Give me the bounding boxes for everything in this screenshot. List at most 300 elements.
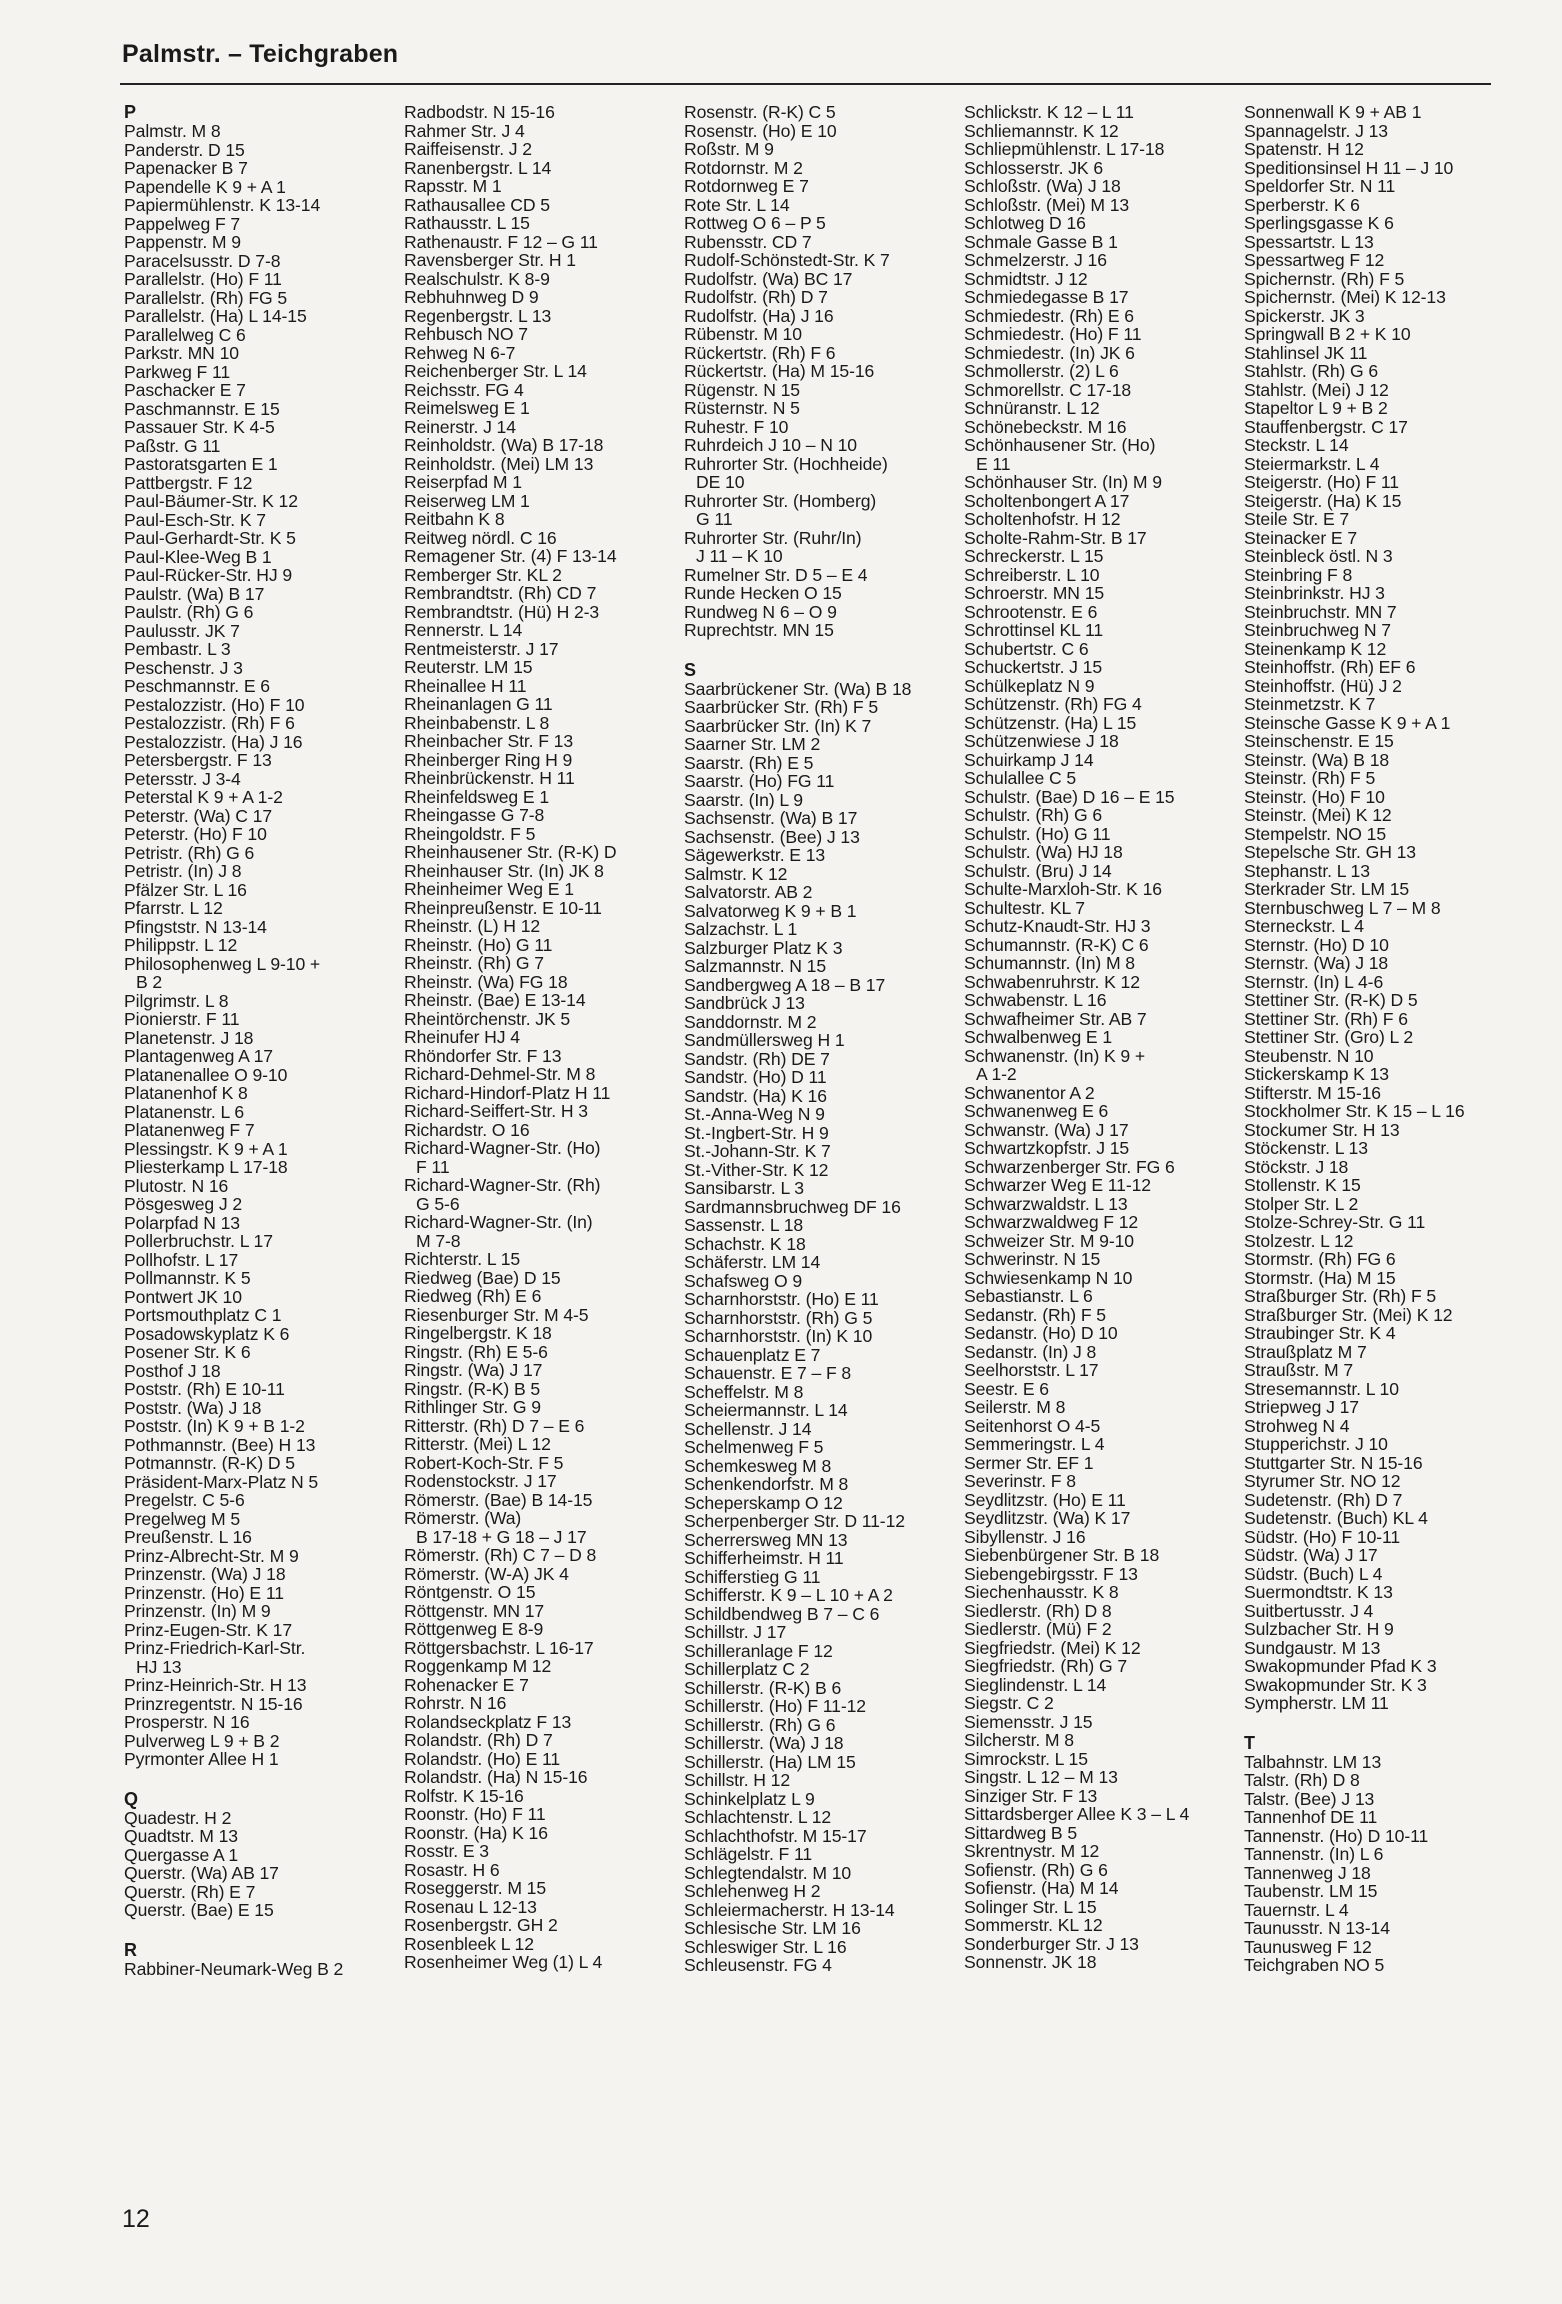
index-entry: Prinzenstr. (Wa) J 18 bbox=[124, 1564, 286, 1584]
index-entry: Sinziger Str. F 13 bbox=[964, 1785, 1098, 1806]
index-entry: Schauenplatz E 7 bbox=[684, 1344, 821, 1365]
index-entry: Robert-Koch-Str. F 5 bbox=[404, 1452, 564, 1473]
index-entry: Stahlstr. (Rh) G 6 bbox=[1244, 361, 1379, 381]
index-entry: Rodenstockstr. J 17 bbox=[404, 1471, 557, 1491]
index-entry: Schwabenruhrstr. K 12 bbox=[964, 971, 1140, 992]
index-entry: Pregelstr. C 5-6 bbox=[124, 1490, 245, 1510]
index-entry: Ruhrorter Str. (Ruhr/In) bbox=[684, 527, 862, 548]
index-entry: Schubertstr. C 6 bbox=[964, 638, 1089, 659]
index-entry: Steckstr. L 14 bbox=[1244, 435, 1349, 455]
index-entry: Raiffeisenstr. J 2 bbox=[404, 139, 532, 159]
index-entry: Poststr. (Wa) J 18 bbox=[124, 1397, 262, 1418]
index-entry: Peterstr. (Ho) F 10 bbox=[124, 824, 267, 844]
index-entry: Römerstr. (Bae) B 14-15 bbox=[404, 1489, 593, 1510]
index-entry: Sonnenstr. JK 18 bbox=[964, 1952, 1097, 1972]
index-entry: Preußenstr. L 16 bbox=[124, 1527, 252, 1547]
index-entry: Plutostr. N 16 bbox=[124, 1175, 229, 1196]
index-entry: Schutz-Knaudt-Str. HJ 3 bbox=[964, 916, 1151, 936]
index-entry: Sundgaustr. M 13 bbox=[1244, 1637, 1381, 1658]
index-entry: Schwanenweg E 6 bbox=[964, 1101, 1109, 1121]
section-letter: Q bbox=[124, 1788, 139, 1809]
index-entry: Rolandstr. (Ha) N 15-16 bbox=[404, 1767, 588, 1787]
index-entry: Schwarzenberger Str. FG 6 bbox=[964, 1156, 1175, 1177]
index-entry: Peschmannstr. E 6 bbox=[124, 676, 270, 696]
index-entry: Steigerstr. (Ho) F 11 bbox=[1244, 472, 1399, 492]
index-entry: Sebastianstr. L 6 bbox=[964, 1286, 1093, 1306]
index-entry: Richard-Wagner-Str. (Rh) bbox=[404, 1175, 601, 1195]
index-entry: Sandstr. (Rh) DE 7 bbox=[684, 1048, 830, 1069]
index-entry: Rheinstr. (Bae) E 13-14 bbox=[404, 990, 586, 1010]
index-entry: Sandmüllersweg H 1 bbox=[684, 1030, 845, 1050]
index-entry: Rückertstr. (Ha) M 15-16 bbox=[684, 361, 875, 381]
index-entry: Petersbergstr. F 13 bbox=[124, 750, 272, 770]
index-entry: Rote Str. L 14 bbox=[684, 194, 790, 215]
index-entry: Rathausstr. L 15 bbox=[404, 213, 530, 233]
index-entry: Swakopmunder Pfad K 3 bbox=[1244, 1656, 1437, 1676]
index-entry: Schützenstr. (Rh) FG 4 bbox=[964, 694, 1142, 714]
index-entry: Scharnhorststr. (Rh) G 5 bbox=[684, 1307, 873, 1328]
index-entry: Rosastr. H 6 bbox=[404, 1859, 500, 1880]
index-entry: Steiermarkstr. L 4 bbox=[1244, 453, 1380, 474]
index-entry: Schliepmühlenstr. L 17-18 bbox=[964, 139, 1165, 159]
index-entry: Schumannstr. (In) M 8 bbox=[964, 953, 1135, 973]
index-entry: Spessartweg F 12 bbox=[1244, 250, 1385, 270]
index-entry: Sandbrück J 13 bbox=[684, 993, 805, 1013]
index-entry: Rheingoldstr. F 5 bbox=[404, 823, 536, 844]
index-entry: Richard-Wagner-Str. (In) bbox=[404, 1212, 593, 1232]
index-entry: Solinger Str. L 15 bbox=[964, 1896, 1097, 1917]
index-entry: Steinbruchstr. MN 7 bbox=[1244, 601, 1397, 622]
index-entry: Saarner Str. LM 2 bbox=[684, 734, 821, 754]
index-entry: Römerstr. (Rh) C 7 – D 8 bbox=[404, 1545, 597, 1565]
index-entry: Schifferheimstr. H 11 bbox=[684, 1548, 844, 1568]
index-entry: Pestalozzistr. (Rh) F 6 bbox=[124, 713, 295, 733]
index-entry: Sachsenstr. (Wa) B 17 bbox=[684, 808, 858, 828]
index-entry: Steinmetzstr. K 7 bbox=[1244, 694, 1376, 714]
index-entry: Steinbring F 8 bbox=[1244, 564, 1353, 585]
index-entry: Rosenau L 12-13 bbox=[404, 1896, 537, 1917]
page-number: 12 bbox=[122, 2205, 150, 2233]
index-entry: Schillerstr. (Rh) G 6 bbox=[684, 1714, 836, 1735]
index-entry: Ringstr. (Wa) J 17 bbox=[404, 1360, 543, 1380]
index-entry: Petersstr. J 3-4 bbox=[124, 768, 241, 789]
index-entry: Tannenweg J 18 bbox=[1244, 1862, 1371, 1883]
index-entry: Pappelweg F 7 bbox=[124, 213, 241, 234]
index-entry: Siedlerstr. (Rh) D 8 bbox=[964, 1600, 1112, 1621]
index-entry: Querstr. (Wa) AB 17 bbox=[124, 1863, 279, 1883]
index-entry: Spessartstr. L 13 bbox=[1244, 231, 1374, 252]
index-entry: Sittardsberger Allee K 3 – L 4 bbox=[964, 1804, 1190, 1824]
index-entry: Sonnenwall K 9 + AB 1 bbox=[1244, 102, 1422, 122]
index-entry: Schemkesweg M 8 bbox=[684, 1455, 832, 1476]
index-entry: Rheinanlagen G 11 bbox=[404, 694, 553, 714]
index-entry: Prinz-Eugen-Str. K 17 bbox=[124, 1619, 293, 1640]
index-entry: Posadowskyplatz K 6 bbox=[124, 1323, 290, 1344]
index-entry: Singstr. L 12 – M 13 bbox=[964, 1767, 1118, 1787]
index-entry: Riedweg (Rh) E 6 bbox=[404, 1286, 542, 1306]
index-entry: Schrootenstr. E 6 bbox=[964, 601, 1098, 622]
index-entry-continuation: B 2 bbox=[136, 972, 163, 992]
index-entry: Röntgenstr. O 15 bbox=[404, 1582, 536, 1602]
index-entry: Rosenstr. (Ho) E 10 bbox=[684, 120, 837, 141]
index-entry: Schilleranlage F 12 bbox=[684, 1640, 833, 1661]
index-entry: Stollenstr. K 15 bbox=[1244, 1175, 1361, 1195]
index-entry: Rolandstr. (Rh) D 7 bbox=[404, 1730, 553, 1750]
index-entry: Steinstr. (Wa) B 18 bbox=[1244, 749, 1390, 770]
index-entry: Skrentnystr. M 12 bbox=[964, 1841, 1100, 1861]
index-entry: Quadtstr. M 13 bbox=[124, 1826, 238, 1846]
index-entry: Riedweg (Bae) D 15 bbox=[404, 1267, 561, 1288]
index-entry: Schmale Gasse B 1 bbox=[964, 231, 1118, 252]
index-entry: Steinstr. (Ho) F 10 bbox=[1244, 786, 1385, 807]
index-entry-continuation: DE 10 bbox=[696, 472, 745, 492]
index-entry: Pfarrstr. L 12 bbox=[124, 898, 223, 918]
index-entry: Schreiberstr. L 10 bbox=[964, 564, 1100, 585]
index-entry: Tannenstr. (In) L 6 bbox=[1244, 1844, 1384, 1864]
index-entry: Parkweg F 11 bbox=[124, 361, 231, 382]
index-entry: Pattbergstr. F 12 bbox=[124, 472, 253, 493]
index-entry: Pollmannstr. K 5 bbox=[124, 1268, 251, 1288]
index-entry: Südstr. (Buch) L 4 bbox=[1244, 1563, 1383, 1584]
index-entry: Tauernstr. L 4 bbox=[1244, 1899, 1349, 1920]
index-entry: Sofienstr. (Ha) M 14 bbox=[964, 1878, 1119, 1898]
index-entry: Schmiedestr. (In) JK 6 bbox=[964, 342, 1135, 363]
index-entry: Rotdornstr. M 2 bbox=[684, 157, 803, 178]
index-entry: Posener Str. K 6 bbox=[124, 1342, 251, 1362]
index-entry: Paulstr. (Wa) B 17 bbox=[124, 583, 265, 604]
section-letter: S bbox=[684, 659, 697, 680]
index-entry: Schnüranstr. L 12 bbox=[964, 398, 1100, 418]
index-entry: Ritterstr. (Rh) D 7 – E 6 bbox=[404, 1415, 585, 1436]
index-entry: Scharnhorststr. (Ho) E 11 bbox=[684, 1289, 879, 1309]
index-entry: Schlachthofstr. M 15-17 bbox=[684, 1825, 867, 1846]
index-entry: Sofienstr. (Rh) G 6 bbox=[964, 1859, 1108, 1880]
index-entry: Schulstr. (Rh) G 6 bbox=[964, 805, 1103, 825]
index-entry: Polarpfad N 13 bbox=[124, 1212, 240, 1233]
index-entry: Schwanstr. (Wa) J 17 bbox=[964, 1119, 1129, 1140]
index-entry: Rotdornweg E 7 bbox=[684, 176, 809, 196]
index-entry: Schmelzerstr. J 16 bbox=[964, 250, 1107, 270]
index-entry: Scholtenhofstr. H 12 bbox=[964, 509, 1121, 529]
index-entry: Rheinpreußenstr. E 10-11 bbox=[404, 897, 602, 918]
index-entry: Schmiedestr. (Ho) F 11 bbox=[964, 324, 1142, 344]
index-entry: Prinzenstr. (Ho) E 11 bbox=[124, 1582, 284, 1603]
index-entry-continuation: G 11 bbox=[696, 509, 733, 529]
index-entry: Rheinstr. (L) H 12 bbox=[404, 916, 541, 936]
index-entry: Schwerinstr. N 15 bbox=[964, 1249, 1101, 1269]
index-entry: Stresemannstr. L 10 bbox=[1244, 1378, 1399, 1399]
index-entry: Sternstr. (Ho) D 10 bbox=[1244, 934, 1389, 955]
index-entry: Schlosserstr. JK 6 bbox=[964, 157, 1104, 178]
index-entry: Sympherstr. LM 11 bbox=[1244, 1693, 1389, 1713]
index-entry: St.-Johann-Str. K 7 bbox=[684, 1141, 831, 1161]
index-entry: Schinkelplatz L 9 bbox=[684, 1788, 815, 1809]
section-letter: T bbox=[1244, 1732, 1255, 1753]
index-entry: Schenkendorfstr. M 8 bbox=[684, 1474, 849, 1494]
index-entry: Rheinufer HJ 4 bbox=[404, 1027, 520, 1047]
index-entry: Prinzregentstr. N 15-16 bbox=[124, 1693, 303, 1714]
index-entry: Sassenstr. L 18 bbox=[684, 1215, 804, 1235]
index-entry: Sibyllenstr. J 16 bbox=[964, 1526, 1086, 1547]
index-entry: Scherpenberger Str. D 11-12 bbox=[684, 1511, 905, 1531]
index-entry: Ruhrorter Str. (Homberg) bbox=[684, 490, 877, 511]
index-entry: Stolzestr. L 12 bbox=[1244, 1230, 1354, 1251]
index-entry: Stockumer Str. H 13 bbox=[1244, 1119, 1400, 1140]
index-entry: Quergasse A 1 bbox=[124, 1844, 239, 1865]
index-entry: Schulte-Marxloh-Str. K 16 bbox=[964, 879, 1162, 899]
index-entry: Stormstr. (Rh) FG 6 bbox=[1244, 1249, 1396, 1269]
index-entry-continuation: HJ 13 bbox=[136, 1656, 182, 1677]
index-entry: Prinz-Albrecht-Str. M 9 bbox=[124, 1545, 299, 1566]
index-entry: Röttgersbachstr. L 16-17 bbox=[404, 1637, 594, 1658]
index-entry: Stuttgarter Str. N 15-16 bbox=[1244, 1452, 1423, 1473]
index-entry: Schillerplatz C 2 bbox=[684, 1659, 810, 1679]
index-entry: Sandstr. (Ha) K 16 bbox=[684, 1085, 827, 1106]
index-entry: Prinz-Heinrich-Str. H 13 bbox=[124, 1675, 307, 1695]
index-entry: Schliemannstr. K 12 bbox=[964, 120, 1119, 141]
index-entry: Ravensberger Str. H 1 bbox=[404, 250, 576, 270]
index-entry: Parallelstr. (Rh) FG 5 bbox=[124, 287, 288, 308]
index-entry: Schafsweg O 9 bbox=[684, 1270, 803, 1291]
index-entry: Parallelstr. (Ha) L 14-15 bbox=[124, 306, 307, 326]
index-entry: Sperlingsgasse K 6 bbox=[1244, 213, 1394, 233]
index-entry: Spannagelstr. J 13 bbox=[1244, 120, 1388, 141]
index-entry: Steinhoffstr. (Rh) EF 6 bbox=[1244, 657, 1416, 677]
index-entry: Scherrersweg MN 13 bbox=[684, 1529, 848, 1550]
index-entry: Sanddornstr. M 2 bbox=[684, 1011, 817, 1032]
index-entry: Rolfstr. K 15-16 bbox=[404, 1785, 524, 1806]
index-entry: Taunusweg F 12 bbox=[1244, 1936, 1372, 1957]
index-entry: Ringelbergstr. K 18 bbox=[404, 1323, 552, 1343]
index-entry: Steile Str. E 7 bbox=[1244, 509, 1350, 529]
index-entry: Straubinger Str. K 4 bbox=[1244, 1323, 1396, 1343]
index-entry: Pfingststr. N 13-14 bbox=[124, 916, 267, 937]
index-entry: Rohrstr. N 16 bbox=[404, 1693, 507, 1713]
index-entry: Schuckertstr. J 15 bbox=[964, 657, 1103, 677]
index-entry: Steinbleck östl. N 3 bbox=[1244, 546, 1393, 566]
index-entry: Reiserweg LM 1 bbox=[404, 490, 530, 511]
index-entry: Schlägelstr. F 11 bbox=[684, 1844, 813, 1864]
index-entry: Salvatorweg K 9 + B 1 bbox=[684, 900, 857, 921]
index-entry: Schlickstr. K 12 – L 11 bbox=[964, 102, 1134, 122]
index-entry: Portsmouthplatz C 1 bbox=[124, 1305, 282, 1325]
index-entry: Ruhestr. F 10 bbox=[684, 416, 789, 437]
index-entry: Schillerstr. (R-K) B 6 bbox=[684, 1677, 842, 1698]
index-entry: Potmannstr. (R-K) D 5 bbox=[124, 1453, 295, 1473]
index-entry-continuation: M 7-8 bbox=[416, 1230, 461, 1251]
index-entry: Saarbrücker Str. (In) K 7 bbox=[684, 715, 872, 736]
index-entry: Siebengebirgsstr. F 13 bbox=[964, 1563, 1138, 1584]
index-entry: Roonstr. (Ho) F 11 bbox=[404, 1804, 546, 1824]
index-entry: Seestr. E 6 bbox=[964, 1378, 1049, 1399]
index-entry: Sommerstr. KL 12 bbox=[964, 1915, 1103, 1935]
index-entry: Rheinhausener Str. (R-K) D bbox=[404, 842, 617, 862]
index-entry: Reuterstr. LM 15 bbox=[404, 657, 533, 677]
index-entry: Schlegtendalstr. M 10 bbox=[684, 1862, 852, 1883]
index-entry: Straßburger Str. (Rh) F 5 bbox=[1244, 1286, 1437, 1306]
index-entry: Silcherstr. M 8 bbox=[964, 1730, 1074, 1750]
index-entry: Schulstr. (Bae) D 16 – E 15 bbox=[964, 786, 1175, 807]
index-entry: Platanenweg F 7 bbox=[124, 1120, 255, 1140]
index-entry: Scholtenbongert A 17 bbox=[964, 490, 1130, 511]
index-entry: Rheinallee H 11 bbox=[404, 675, 527, 696]
index-entry: Rosenheimer Weg (1) L 4 bbox=[404, 1952, 603, 1972]
index-entry: Schulstr. (Ho) G 11 bbox=[964, 823, 1111, 844]
index-entry: Schwanentor A 2 bbox=[964, 1082, 1095, 1103]
index-entry: Sandbergweg A 18 – B 17 bbox=[684, 974, 886, 995]
index-entry: Stempelstr. NO 15 bbox=[1244, 823, 1387, 844]
index-entry: Schwarzer Weg E 11-12 bbox=[964, 1175, 1151, 1195]
index-entry: Reinholdstr. (Mei) LM 13 bbox=[404, 453, 594, 474]
index-entry: Röttgenstr. MN 17 bbox=[404, 1600, 545, 1621]
index-entry: Philippstr. L 12 bbox=[124, 935, 238, 955]
index-entry: Pollerbruchstr. L 17 bbox=[124, 1231, 273, 1251]
index-entry: Stephanstr. L 13 bbox=[1244, 860, 1370, 881]
index-entry: Suitbertusstr. J 4 bbox=[1244, 1600, 1374, 1621]
index-entry: Richard-Wagner-Str. (Ho) bbox=[404, 1138, 601, 1158]
index-column bbox=[684, 103, 964, 1978]
index-entry: Springwall B 2 + K 10 bbox=[1244, 324, 1411, 344]
index-entry: Römerstr. (W-A) JK 4 bbox=[404, 1563, 569, 1584]
street-index bbox=[124, 103, 1524, 1978]
index-entry: Schloßstr. (Mei) M 13 bbox=[964, 194, 1130, 215]
index-entry: Steinsche Gasse K 9 + A 1 bbox=[1244, 712, 1451, 733]
index-entry: Speldorfer Str. N 11 bbox=[1244, 176, 1396, 196]
index-entry: Rheinstr. (Ho) G 11 bbox=[404, 934, 553, 955]
index-entry: St.-Anna-Weg N 9 bbox=[684, 1104, 825, 1124]
index-entry-continuation: G 5-6 bbox=[416, 1193, 460, 1214]
index-entry: Poststr. (In) K 9 + B 1-2 bbox=[124, 1416, 305, 1436]
index-entry: Rheinfeldsweg E 1 bbox=[404, 786, 550, 807]
index-entry: Paschacker E 7 bbox=[124, 380, 246, 400]
index-entry: Stettiner Str. (Rh) F 6 bbox=[1244, 1008, 1408, 1029]
index-entry: Stettiner Str. (R-K) D 5 bbox=[1244, 990, 1418, 1010]
index-entry: Simrockstr. L 15 bbox=[964, 1748, 1088, 1769]
index-entry: Roggenkamp M 12 bbox=[404, 1656, 552, 1676]
index-entry: Sachsenstr. (Bee) J 13 bbox=[684, 826, 860, 847]
index-entry: Rheinbabenstr. L 8 bbox=[404, 712, 550, 733]
index-entry: Schauenstr. E 7 – F 8 bbox=[684, 1363, 852, 1383]
index-entry: Richterstr. L 15 bbox=[404, 1249, 521, 1269]
index-entry: Schönhausener Str. (Ho) bbox=[964, 435, 1156, 455]
index-entry: Pollhofstr. L 17 bbox=[124, 1249, 239, 1270]
index-entry: Plantagenweg A 17 bbox=[124, 1046, 273, 1066]
index-entry: Sudetenstr. (Buch) KL 4 bbox=[1244, 1508, 1428, 1528]
index-entry: Pembastr. L 3 bbox=[124, 639, 231, 659]
index-entry: Stöckenstr. L 13 bbox=[1244, 1138, 1368, 1158]
index-entry: Pulverweg L 9 + B 2 bbox=[124, 1730, 280, 1751]
index-entry: Strohweg N 4 bbox=[1244, 1415, 1350, 1436]
index-column bbox=[1244, 103, 1524, 1978]
index-entry: Rottweg O 6 – P 5 bbox=[684, 213, 826, 233]
index-entry: Ringstr. (Rh) E 5-6 bbox=[404, 1341, 548, 1362]
index-entry: Sermer Str. EF 1 bbox=[964, 1452, 1094, 1473]
index-entry: Realschulstr. K 8-9 bbox=[404, 268, 550, 289]
index-entry: Sterneckstr. L 4 bbox=[1244, 916, 1364, 936]
index-entry: Peterstr. (Wa) C 17 bbox=[124, 805, 273, 826]
index-entry: Papendelle K 9 + A 1 bbox=[124, 176, 286, 197]
index-entry: Schleiermacherstr. H 13-14 bbox=[684, 1899, 895, 1920]
index-entry: Steinstr. (Mei) K 12 bbox=[1244, 805, 1392, 825]
index-entry: Schlesische Str. LM 16 bbox=[684, 1918, 861, 1938]
index-entry: Rübenstr. M 10 bbox=[684, 324, 802, 344]
index-entry: Saarbrücker Str. (Rh) F 5 bbox=[684, 697, 879, 717]
index-entry: Schillerstr. (Ha) LM 15 bbox=[684, 1751, 856, 1772]
index-entry: Reinholdstr. (Wa) B 17-18 bbox=[404, 435, 604, 455]
index-entry: Rentmeisterstr. J 17 bbox=[404, 638, 559, 659]
index-entry: Rudolf-Schönstedt-Str. K 7 bbox=[684, 250, 890, 270]
index-entry: Poststr. (Rh) E 10-11 bbox=[124, 1379, 285, 1399]
index-entry: Seilerstr. M 8 bbox=[964, 1397, 1066, 1417]
index-entry: Schwartzkopfstr. J 15 bbox=[964, 1138, 1130, 1158]
index-entry: Pyrmonter Allee H 1 bbox=[124, 1749, 279, 1769]
index-entry: Palmstr. M 8 bbox=[124, 121, 221, 141]
index-entry: Petristr. (Rh) G 6 bbox=[124, 842, 255, 863]
index-entry: Paul-Bäumer-Str. K 12 bbox=[124, 491, 298, 511]
index-entry: Pestalozzistr. (Ha) J 16 bbox=[124, 731, 303, 752]
index-entry: Pestalozzistr. (Ho) F 10 bbox=[124, 694, 305, 715]
index-entry: Paul-Gerhardt-Str. K 5 bbox=[124, 528, 296, 548]
index-entry: Schützenstr. (Ha) L 15 bbox=[964, 712, 1137, 733]
index-entry: Seydlitzstr. (Wa) K 17 bbox=[964, 1508, 1131, 1528]
index-entry: Schulallee C 5 bbox=[964, 768, 1077, 788]
index-entry: Steinhoffstr. (Hü) J 2 bbox=[1244, 675, 1402, 696]
index-entry: Schillerstr. (Wa) J 18 bbox=[684, 1733, 844, 1753]
index-entry: Salvatorstr. AB 2 bbox=[684, 882, 813, 902]
index-entry: Stickerskamp K 13 bbox=[1244, 1064, 1389, 1084]
index-entry: Rubensstr. CD 7 bbox=[684, 231, 812, 252]
index-entry: Rumelner Str. D 5 – E 4 bbox=[684, 564, 868, 585]
index-entry: Querstr. (Bae) E 15 bbox=[124, 1900, 274, 1920]
index-entry: Schelmenweg F 5 bbox=[684, 1437, 824, 1457]
index-entry: Sulzbacher Str. H 9 bbox=[1244, 1619, 1394, 1639]
index-entry: Platanenallee O 9-10 bbox=[124, 1064, 288, 1085]
index-entry: Pappenstr. M 9 bbox=[124, 232, 241, 252]
index-entry: Roonstr. (Ha) K 16 bbox=[404, 1822, 548, 1843]
index-entry: Richard-Hindorf-Platz H 11 bbox=[404, 1082, 611, 1103]
index-entry: Paul-Klee-Weg B 1 bbox=[124, 546, 272, 567]
index-entry: Riesenburger Str. M 4-5 bbox=[404, 1304, 589, 1325]
index-entry: Schildbendweg B 7 – C 6 bbox=[684, 1603, 880, 1624]
index-entry: Stifterstr. M 15-16 bbox=[1244, 1082, 1381, 1103]
index-entry: Semmeringstr. L 4 bbox=[964, 1434, 1105, 1454]
index-entry: Rheinstr. (Wa) FG 18 bbox=[404, 971, 568, 992]
index-entry: Schmiedestr. (Rh) E 6 bbox=[964, 305, 1134, 326]
index-entry: Steinbrinkstr. HJ 3 bbox=[1244, 583, 1385, 603]
index-entry: Pastoratsgarten E 1 bbox=[124, 454, 278, 474]
index-entry: Prosperstr. N 16 bbox=[124, 1712, 250, 1732]
index-entry: Suermondtstr. K 13 bbox=[1244, 1582, 1393, 1602]
index-entry: Schillerstr. (Ho) F 11-12 bbox=[684, 1696, 866, 1716]
index-entry: Schmiedegasse B 17 bbox=[964, 287, 1129, 307]
index-entry: Südstr. (Wa) J 17 bbox=[1244, 1545, 1378, 1565]
index-entry: Rheinbacher Str. F 13 bbox=[404, 731, 574, 751]
index-entry: Sansibarstr. L 3 bbox=[684, 1178, 804, 1198]
index-entry: St.-Vither-Str. K 12 bbox=[684, 1159, 829, 1180]
index-entry-continuation: B 17-18 + G 18 – J 17 bbox=[416, 1526, 587, 1547]
index-entry: Pontwert JK 10 bbox=[124, 1286, 242, 1307]
index-entry-continuation: E 11 bbox=[976, 453, 1011, 474]
index-entry: Sedanstr. (In) J 8 bbox=[964, 1341, 1097, 1362]
index-entry: Radbodstr. N 15-16 bbox=[404, 102, 555, 122]
index-entry: Stepelsche Str. GH 13 bbox=[1244, 842, 1416, 862]
index-entry-continuation: A 1-2 bbox=[976, 1064, 1017, 1084]
index-entry: Rudolfstr. (Wa) BC 17 bbox=[684, 268, 853, 289]
index-entry: Siebenbürgener Str. B 18 bbox=[964, 1545, 1160, 1565]
index-entry: Siegfriedstr. (Rh) G 7 bbox=[964, 1656, 1128, 1676]
index-entry: Straßburger Str. (Mei) K 12 bbox=[1244, 1304, 1453, 1325]
index-entry: Ringstr. (R-K) B 5 bbox=[404, 1378, 541, 1399]
